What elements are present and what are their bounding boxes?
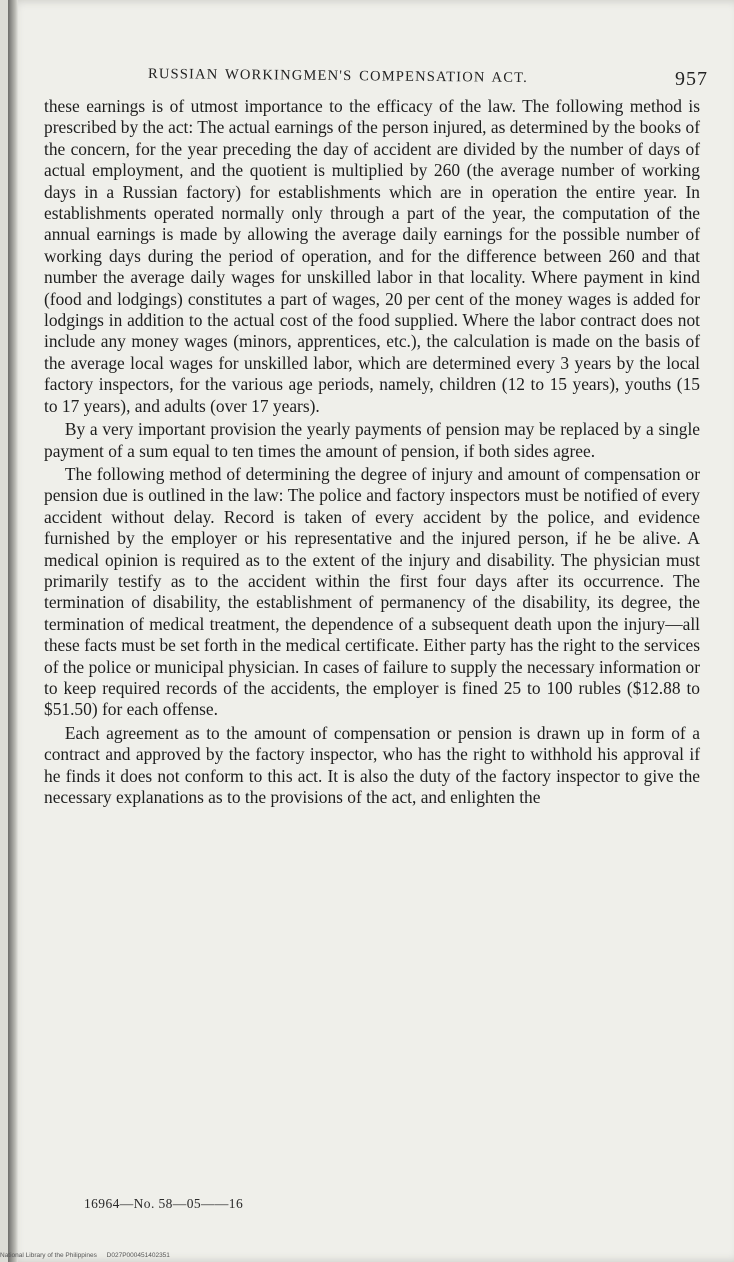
page-header [148, 66, 708, 96]
page-number: 957 [675, 68, 708, 90]
scan-watermark [0, 1252, 170, 1259]
book-page [8, 0, 734, 1262]
running-title: RUSSIAN WORKINGMEN'S COMPENSATION ACT. [147, 66, 529, 86]
paragraph-agreement-approval: Each agreement as to the amount of compensation or pension is drawn up in form of a contract and approved by the factory inspector, who has the right to withhold his approval if he finds it does not conform to this act. It is also the duty of the factory inspector to give the necessary explanations as to the provisions of the act, and enlighten the [44, 722, 700, 807]
book-spine-shadow [8, 0, 18, 1262]
body-text [44, 96, 700, 808]
paragraph-earnings-computation: these earnings is of utmost importance to the efficacy of the law. The following method is prescribed by the act: The actual earnings of the person injured, as determined by the books of the concern, for the year preceding the day of accident are divided by the number of days of actual employment, and the quotient is multiplied by 260 (the average number of working days in a Russian factory) for establishments which are in operation the entire year. In establishments operated normally only through a part of the year, the computation of the annual earnings is made by allowing the average daily earnings for the possible number of working days during the period of operation, and for the difference between 260 and that number the average daily wages for unskilled labor in that locality. Where payment in kind (food and lodgings) constitutes a part of wages, 20 per cent of the money wages is added for lodgings in addition to the actual cost of the food supplied. Where the labor contract does not include any money wages (minors, apprentices, etc.), the calculation is made on the basis of the average local wages for unskilled labor, which are determined every 3 years by the local factory inspectors, for the various age periods, namely, children (12 to 15 years), youths (15 to 17 years), and adults (over 17 years). [44, 96, 700, 416]
watermark-code: D027P000451402351 [106, 1252, 170, 1259]
paragraph-lump-sum-provision: By a very important provision the yearly payments of pension may be replaced by a single payment of a sum equal to ten times the amount of pension, if both sides agree. [44, 419, 700, 461]
paragraph-injury-determination: The following method of determining the degree of injury and amount of compensation or pension due is outlined in the law: The police and factory inspectors must be notified of every accident without delay. Record is taken of every accident by the police, and evidence furnished by the employer or his representative and the injured person, if he be alive. A medical opinion is required as to the extent of the injury and disability. The physician must primarily testify as to the accident within the first four days after its occurrence. The termination of disability, the establishment of permanency of the disability, its degree, the termination of medical treatment, the dependence of a subsequent death upon the injury—all these facts must be set forth in the medical certificate. Either party has the right to the services of the police or municipal physician. In cases of failure to supply the necessary information or to keep required records of the accidents, the employer is fined 25 to 100 rubles ($12.88 to $51.50) for each offense. [44, 463, 700, 720]
watermark-library: National Library of the Philippines [0, 1252, 97, 1259]
printer-signature: 16964—No. 58—05——16 [84, 1196, 244, 1211]
